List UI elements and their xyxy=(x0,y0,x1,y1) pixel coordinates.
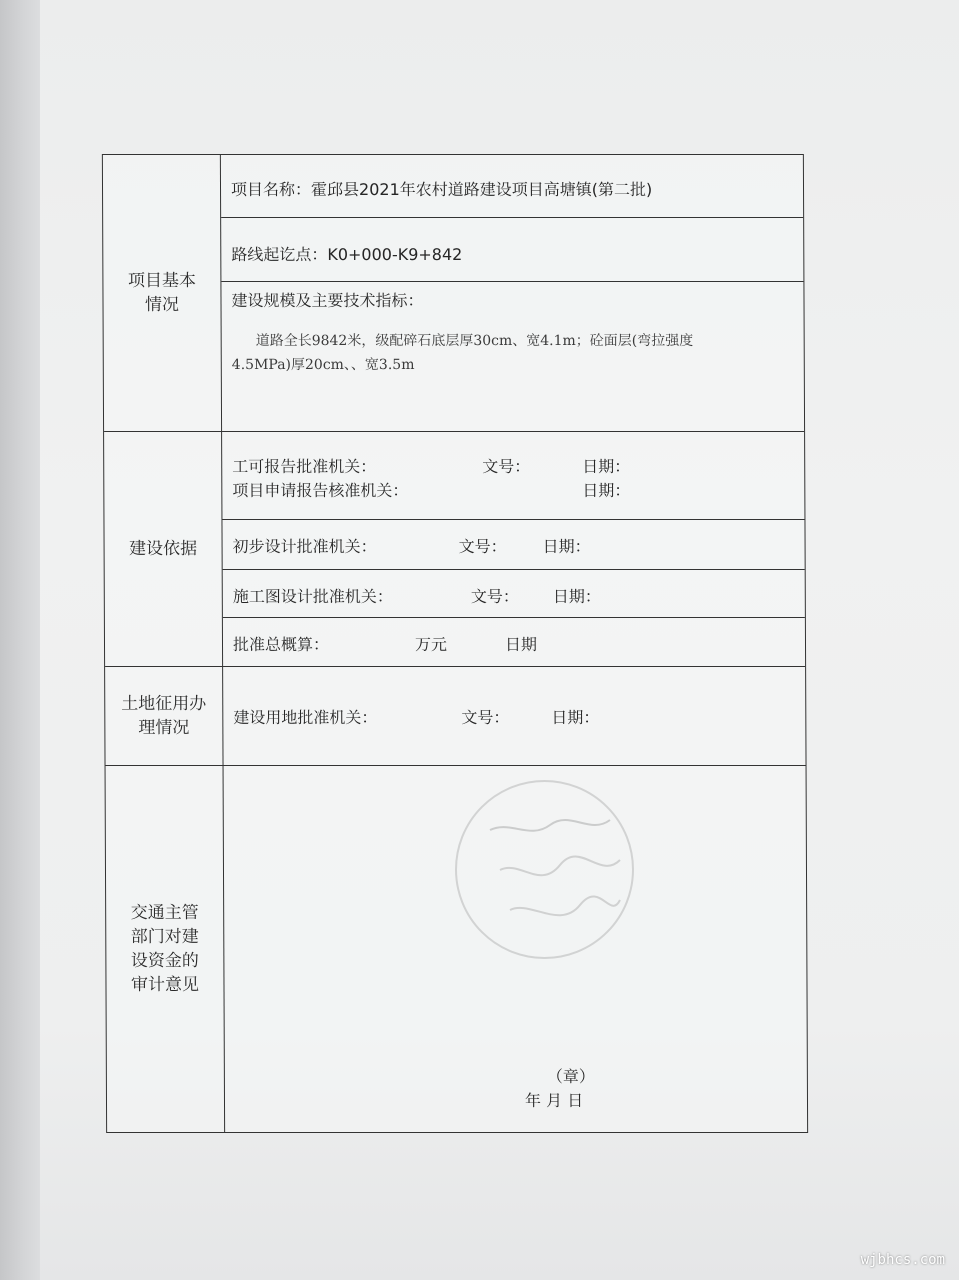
section-basic-content xyxy=(221,155,804,431)
route-cell xyxy=(221,218,803,282)
project-name-text: 项目名称：霍邱县2021年农村道路建设项目高塘镇(第二批) xyxy=(230,180,653,199)
budget-label: 批准总概算： xyxy=(232,635,330,654)
audit-date-line: 年 月 日 xyxy=(524,1091,584,1110)
construction-cell xyxy=(223,570,805,618)
application-authority: 项目申请报告核准机关： xyxy=(232,481,409,500)
construction-doc: 文号： xyxy=(470,587,519,606)
section-basis xyxy=(104,432,805,667)
section-basis-label-text: 建设依据 xyxy=(129,539,198,559)
site-watermark: wjbhcs.com xyxy=(860,1252,945,1268)
section-basic-label-text: 项目基本情况 xyxy=(127,271,196,315)
section-basic-info xyxy=(103,155,804,432)
budget-unit: 万元 xyxy=(414,635,448,654)
handwritten-signature-mark xyxy=(470,810,630,940)
prelim-date: 日期： xyxy=(542,537,591,556)
feasibility-cell xyxy=(222,432,804,520)
section-basis-content xyxy=(222,432,805,666)
budget-date: 日期 xyxy=(504,635,538,654)
construction-date: 日期： xyxy=(552,587,601,606)
section-audit xyxy=(106,766,808,1132)
land-authority: 建设用地批准机关： xyxy=(233,708,378,727)
prelim-authority: 初步设计批准机关： xyxy=(232,537,377,556)
section-audit-label xyxy=(106,766,226,1132)
section-land-label xyxy=(105,667,223,765)
budget-cell xyxy=(223,618,805,666)
prelim-doc: 文号： xyxy=(458,537,507,556)
feasibility-date: 日期： xyxy=(582,457,631,476)
prelim-cell xyxy=(222,520,804,570)
feasibility-authority: 工可报告批准机关： xyxy=(232,457,377,476)
land-doc: 文号： xyxy=(461,708,510,727)
scale-cell xyxy=(221,282,804,431)
section-land-label-text: 土地征用办理情况 xyxy=(121,694,207,738)
section-basic-label xyxy=(103,155,222,431)
project-form-table xyxy=(102,154,808,1133)
project-name-cell xyxy=(221,155,803,218)
scale-title: 建设规模及主要技术指标： xyxy=(231,291,424,310)
section-audit-label-text: 交通主管部门对建设资金的审计意见 xyxy=(130,903,200,995)
section-land-content xyxy=(223,667,805,765)
feasibility-doc: 文号： xyxy=(482,457,531,476)
section-basis-label xyxy=(104,432,223,666)
scale-line-1: 道路全长9842米，级配碎石底层厚30cm、宽4.1m；砼面层(弯拉强度 xyxy=(255,333,694,349)
page-edge xyxy=(0,0,41,1280)
route-text: 路线起讫点：K0+000-K9+842 xyxy=(231,245,463,264)
construction-authority: 施工图设计批准机关： xyxy=(232,587,393,606)
section-land xyxy=(105,667,805,766)
scale-line-2: 4.5MPa)厚20cm、、宽3.5m xyxy=(231,357,415,373)
seal-text: （章） xyxy=(546,1067,595,1086)
application-date: 日期： xyxy=(582,481,631,500)
land-date: 日期： xyxy=(551,708,600,727)
